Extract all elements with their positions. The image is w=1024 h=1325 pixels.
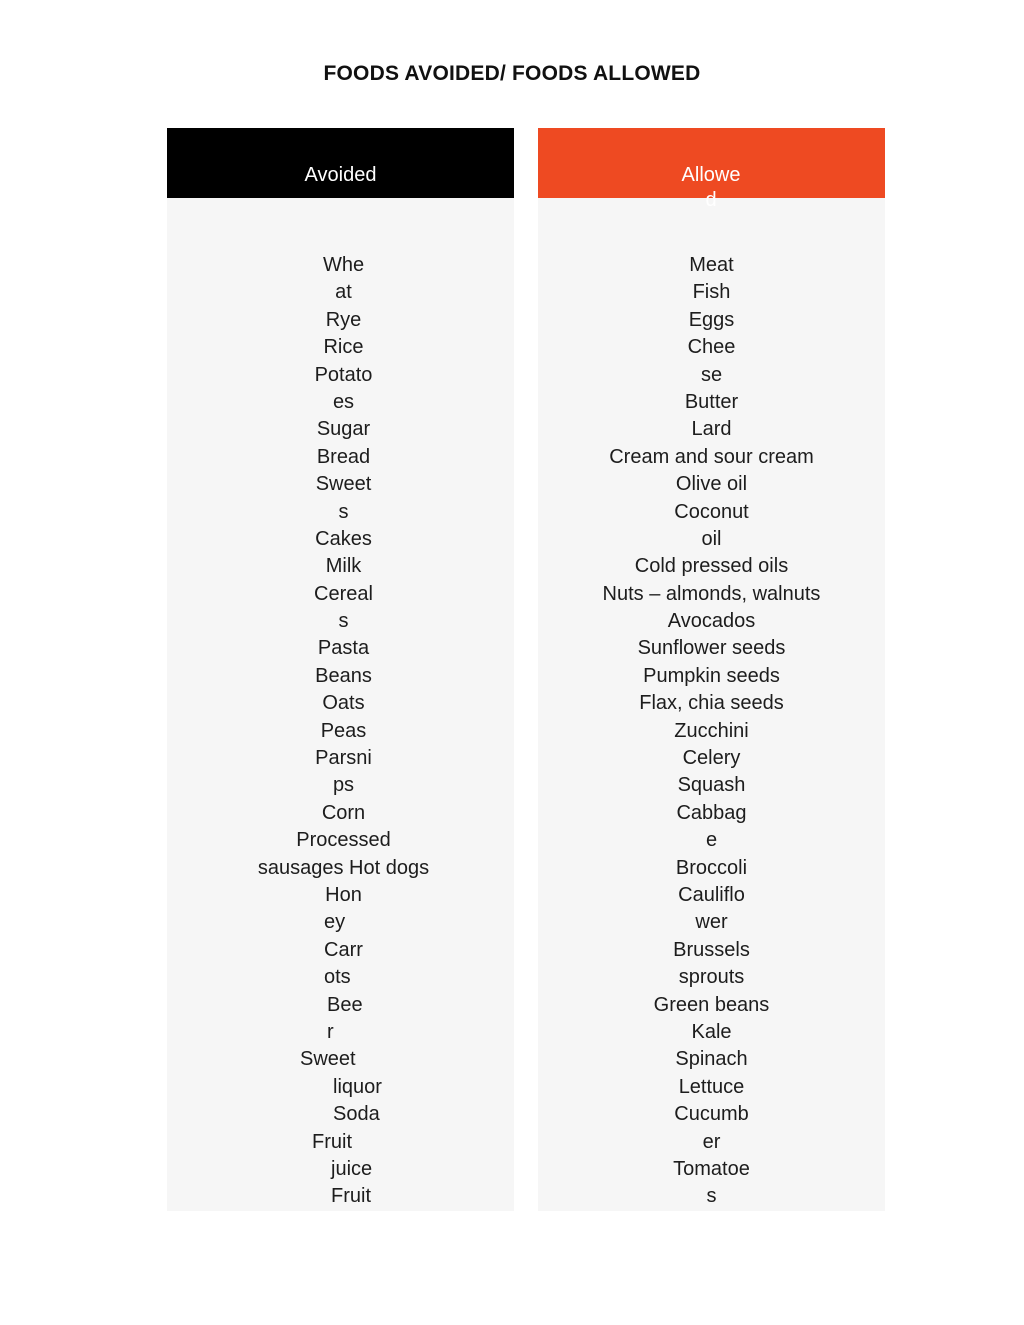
avoided-food-item: Corn bbox=[321, 801, 366, 824]
allowed-food-item: e bbox=[705, 829, 718, 852]
avoided-food-item: Whe bbox=[322, 254, 365, 276]
allowed-food-item: Brussels bbox=[673, 938, 750, 961]
avoided-food-item: liquor bbox=[333, 1075, 382, 1098]
avoided-food-item: at bbox=[335, 281, 352, 304]
avoided-food-item: Oats bbox=[322, 692, 365, 715]
avoided-food-item: Cakes bbox=[315, 527, 372, 550]
allowed-food-item: se bbox=[700, 363, 723, 386]
allowed-column bbox=[538, 128, 885, 1211]
allowed-food-item: Avocados bbox=[667, 610, 756, 633]
allowed-food-item: Sunflower seeds bbox=[637, 637, 786, 660]
allowed-food-item: wer bbox=[695, 911, 728, 934]
avoided-food-item: ps bbox=[332, 774, 355, 797]
allowed-food-item: Coconut bbox=[674, 500, 749, 523]
allowed-food-item: Cucumb bbox=[674, 1103, 749, 1126]
avoided-food-item: Soda bbox=[333, 1103, 380, 1126]
allowed-food-item: Cream and sour cream bbox=[609, 445, 814, 468]
avoided-food-item: Fruit bbox=[331, 1185, 371, 1208]
avoided-food-item: Cereal bbox=[314, 582, 373, 605]
allowed-food-item: Olive oil bbox=[675, 473, 748, 496]
allowed-food-item: oil bbox=[701, 527, 722, 550]
allowed-food-item: Nuts – almonds, walnuts bbox=[602, 582, 821, 605]
allowed-food-list bbox=[538, 252, 885, 1211]
allowed-food-item: Lettuce bbox=[678, 1075, 745, 1098]
avoided-food-item: Sweet bbox=[300, 1048, 356, 1071]
avoided-food-item: Processed bbox=[296, 829, 391, 852]
avoided-header-label: Avoided bbox=[304, 164, 377, 186]
avoided-food-item: Rye bbox=[325, 308, 362, 331]
allowed-food-item: Green beans bbox=[653, 993, 770, 1016]
allowed-food-item: Celery bbox=[682, 747, 741, 770]
allowed-food-item: Flax, chia seeds bbox=[639, 692, 784, 715]
allowed-column-header bbox=[538, 128, 885, 211]
avoided-food-item: Peas bbox=[320, 719, 367, 742]
avoided-column bbox=[167, 128, 514, 1211]
avoided-food-item: s bbox=[338, 610, 349, 633]
avoided-food-item: s bbox=[338, 500, 349, 523]
allowed-food-item: s bbox=[706, 1185, 717, 1208]
allowed-food-item: Kale bbox=[691, 1020, 732, 1043]
avoided-column-header bbox=[167, 128, 514, 198]
allowed-food-item: Butter bbox=[684, 390, 739, 413]
allowed-food-item: Pumpkin seeds bbox=[643, 664, 780, 687]
page-title: FOODS AVOIDED/ FOODS ALLOWED bbox=[323, 62, 701, 85]
allowed-food-item: Spinach bbox=[675, 1048, 748, 1071]
avoided-food-item: Sweet bbox=[315, 473, 372, 496]
allowed-food-item: Broccoli bbox=[675, 856, 748, 879]
allowed-food-item: Cold pressed oils bbox=[634, 555, 789, 578]
allowed-food-item: Zucchini bbox=[674, 719, 749, 742]
allowed-food-item: Fish bbox=[692, 281, 731, 304]
avoided-food-item: Beans bbox=[315, 664, 372, 687]
avoided-food-item: Fruit bbox=[312, 1130, 352, 1153]
allowed-food-item: Tomatoe bbox=[673, 1157, 750, 1180]
avoided-food-item: Milk bbox=[325, 555, 362, 578]
avoided-food-item: Bee bbox=[327, 993, 363, 1016]
avoided-food-item: Potato bbox=[314, 363, 373, 386]
avoided-food-item: r bbox=[327, 1020, 334, 1043]
avoided-food-item: Hon bbox=[325, 883, 362, 906]
avoided-food-item: Bread bbox=[316, 445, 371, 468]
avoided-food-list bbox=[167, 252, 514, 1211]
avoided-food-item: sausages Hot dogs bbox=[257, 856, 430, 879]
avoided-food-item: Pasta bbox=[317, 637, 370, 660]
allowed-food-item: Chee bbox=[687, 336, 736, 359]
avoided-food-item: es bbox=[332, 390, 355, 413]
allowed-food-item: er bbox=[702, 1130, 721, 1153]
avoided-food-item: ots bbox=[324, 966, 351, 989]
allowed-food-item: Cauliflo bbox=[678, 883, 745, 906]
allowed-food-item: Cabbag bbox=[676, 801, 747, 824]
allowed-food-item: Eggs bbox=[688, 308, 735, 331]
allowed-food-item: Lard bbox=[691, 418, 732, 441]
avoided-food-item: Rice bbox=[323, 336, 364, 359]
avoided-food-item: ey bbox=[324, 911, 346, 934]
avoided-food-item: juice bbox=[331, 1157, 373, 1180]
avoided-food-item: Carr bbox=[324, 938, 363, 961]
avoided-food-item: Sugar bbox=[316, 418, 371, 441]
avoided-food-item: Parsni bbox=[315, 747, 372, 770]
allowed-header-label: Allowed bbox=[681, 164, 741, 211]
allowed-food-item: sprouts bbox=[678, 966, 745, 989]
allowed-food-item: Meat bbox=[689, 254, 734, 276]
allowed-food-item: Squash bbox=[677, 774, 746, 797]
